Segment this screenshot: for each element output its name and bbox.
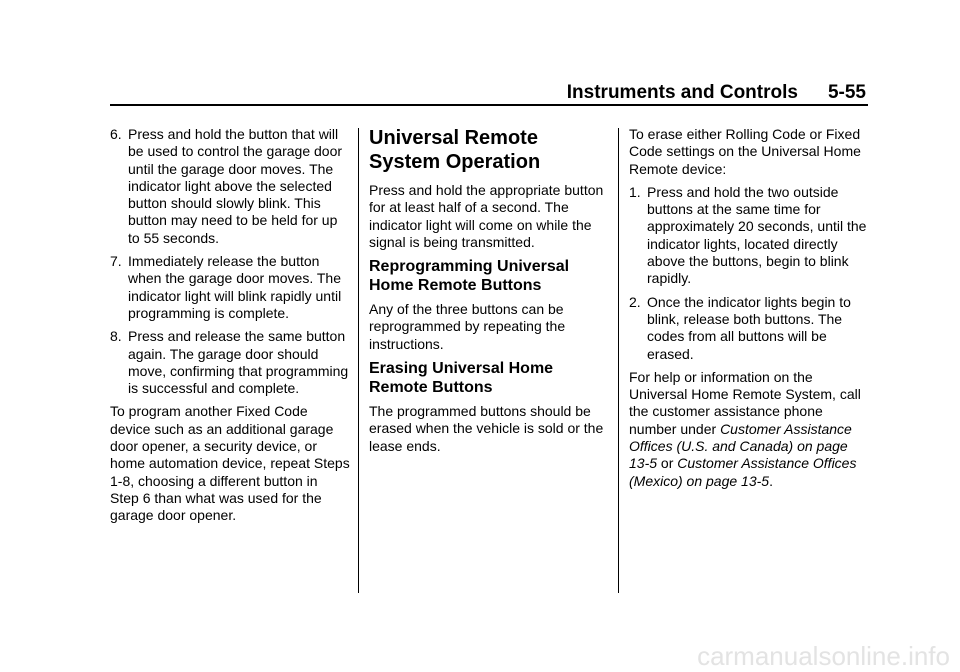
watermark: carmanualsonline.info: [697, 641, 950, 671]
step-number: 7.: [110, 253, 122, 270]
step-text: Press and hold the button that will be used to control the garage door until the garage door moves. The indicator light above the selected button should slowly blink. This button may need to be held for up to 55 seconds.: [128, 126, 343, 246]
step-number: 8.: [110, 328, 122, 345]
column-divider-1: [358, 128, 359, 593]
step-number: 6.: [110, 126, 122, 142]
subheading-erasing: Erasing Universal Home Remote Buttons: [369, 360, 554, 397]
step-6: [110, 126, 350, 247]
step-text: Press and hold the two outside buttons at the same time for approximately 20 seconds, until the indicator lights, located directly above the buttons, begin to blink rapidly.: [647, 183, 867, 287]
column-2: [369, 126, 609, 461]
help-paragraph: [629, 369, 869, 490]
header-divider: [110, 104, 868, 106]
section-title: Instruments and Controls: [566, 82, 798, 103]
help-text: For help or information on the Universal Home Remote System, call the customer assistance phone number under: [629, 368, 861, 437]
reprogramming-paragraph: Any of the three buttons can be reprogrammed by repeating the instructions.: [369, 301, 566, 352]
erase-step-1: [629, 184, 869, 288]
erasing-paragraph: The programmed buttons should be erased when the vehicle is sold or the lease ends.: [369, 403, 604, 454]
step-7: [110, 253, 350, 322]
column-1: [110, 126, 350, 531]
column-divider-2: [618, 128, 619, 593]
help-or: or: [657, 455, 678, 472]
reference-link-us-canada[interactable]: Customer Assistance Offices (U.S. and Canada) on page 13-5: [629, 420, 852, 472]
step-text: Press and release the same button again. The garage door should move, confirming that programming is successful and complete.: [128, 328, 349, 397]
column-3: [629, 126, 869, 496]
erase-intro-paragraph: To erase either Rolling Code or Fixed Code settings on the Universal Home Remote device:: [629, 126, 861, 177]
section-heading: Universal Remote System Operation: [369, 127, 541, 173]
subheading-reprogramming: Reprogramming Universal Home Remote Buttons: [369, 258, 570, 295]
page-number: 5-55: [827, 82, 866, 103]
reference-link-mexico[interactable]: Customer Assistance Offices (Mexico) on page 13-5: [629, 455, 857, 489]
fixed-code-paragraph: To program another Fixed Code device such as an additional garage door opener, a security device, or home automation device, repeat Steps 1-8, choosing a different button in Step 6 than what was used for the garage door opener.: [110, 403, 350, 524]
page-header: [567, 81, 866, 105]
step-8: [110, 328, 350, 397]
step-number: 2.: [629, 293, 641, 310]
step-text: Immediately release the button when the garage door moves. The indicator light will blink rapidly until programming is complete.: [128, 253, 342, 321]
erase-step-2: [629, 294, 869, 363]
step-number: 1.: [629, 183, 641, 200]
help-end: .: [769, 472, 773, 489]
step-text: Once the indicator lights begin to blink, release both buttons. The codes from all buttons will be erased.: [647, 293, 851, 362]
operation-paragraph: Press and hold the appropriate button for at least half of a second. The indicator light will come on while the signal is being transmitted.: [369, 182, 604, 250]
